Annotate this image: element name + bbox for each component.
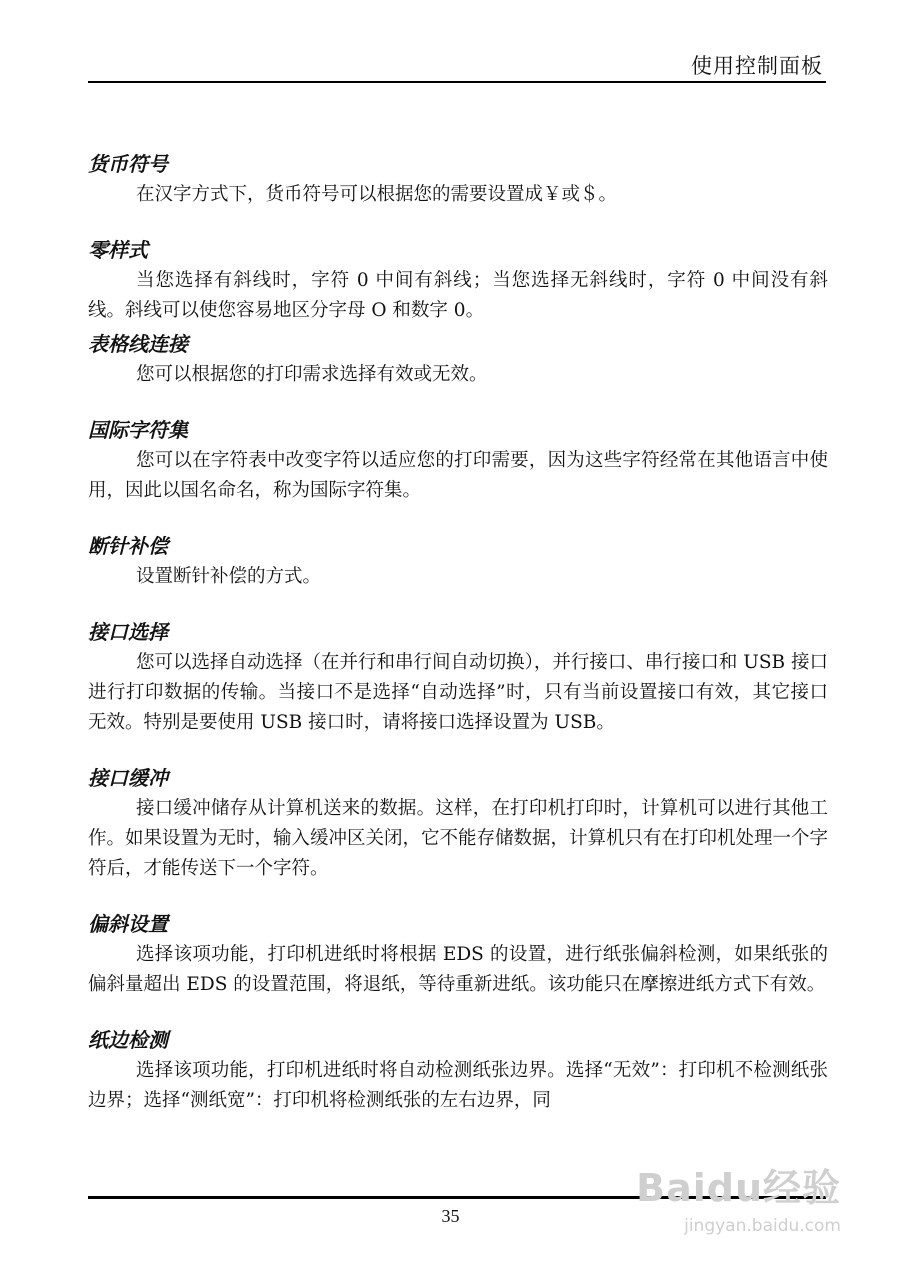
section-table-line-connection [88,328,828,390]
section-body: 当您选择有斜线时，字符 0 中间有斜线；当您选择无斜线时，字符 0 中间没有斜线。斜线可以使您容易地区分字母 O 和数字 0。 [88,270,828,321]
watermark-url: jingyan.baidu.com [684,1216,841,1236]
section-body: 在汉字方式下，货币符号可以根据您的需要设置成￥或＄。 [136,184,618,205]
section-zero-style [88,234,828,326]
section-title: 接口缓冲 [88,766,168,790]
section-body: 您可以在字符表中改变字符以适应您的打印需要，因为这些字符经常在其他语言中使用，因此以国名命名，称为国际字符集。 [88,450,828,501]
section-skew-setting [88,908,828,1000]
section-body: 选择该项功能，打印机进纸时将自动检测纸张边界。选择“无效”：打印机不检测纸张边界；选择“测纸宽”：打印机将检测纸张的左右边界，同 [88,1060,828,1111]
section-title: 表格线连接 [88,332,188,356]
section-body: 选择该项功能，打印机进纸时将根据 EDS 的设置，进行纸张偏斜检测，如果纸张的偏斜量超出 EDS 的设置范围，将退纸，等待重新进纸。该功能只在摩擦进纸方式下有效。 [88,944,828,995]
section-body: 设置断针补偿的方式。 [136,566,322,587]
section-interface-selection [88,616,828,738]
section-paper-edge-detection [88,1024,828,1116]
watermark [636,1168,841,1238]
page-number: 35 [441,1206,460,1226]
section-interface-buffer [88,762,828,884]
header-divider [88,81,826,83]
section-body: 接口缓冲储存从计算机送来的数据。这样，在打印机打印时，计算机可以进行其他工作。如果设置为无时，输入缓冲区关闭，它不能存储数据，计算机只有在打印机处理一个字符后，才能传送下一个字符。 [88,798,829,879]
watermark-logo: Baidu经验 [636,1166,841,1210]
section-body: 您可以选择自动选择（在并行和串行间自动切换），并行接口、串行接口和 USB 接口进行打印数据的传输。当接口不是选择“自动选择”时，只有当前设置接口有效，其它接口无效。特别是要使用 USB 接口时，请将接口选择设置为 USB。 [88,652,828,733]
section-currency-symbol [88,148,828,210]
running-header-title: 使用控制面板 [691,54,823,78]
section-title: 国际字符集 [88,418,188,442]
section-international-charset [88,414,828,506]
section-broken-pin-compensation [88,530,828,592]
section-title: 纸边检测 [88,1028,168,1052]
section-title: 偏斜设置 [88,912,168,936]
section-title: 零样式 [88,238,148,262]
section-title: 接口选择 [88,620,168,644]
section-title: 断针补偿 [88,534,168,558]
section-body: 您可以根据您的打印需求选择有效或无效。 [136,364,488,385]
section-title: 货币符号 [88,152,168,176]
page-content [88,148,828,1116]
